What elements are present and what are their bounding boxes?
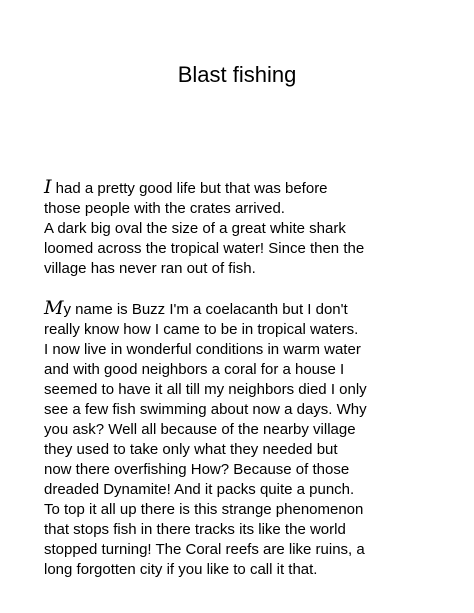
paragraph-line: you ask? Well all because of the nearby village bbox=[44, 421, 356, 438]
document-title: Blast fishing bbox=[177, 62, 297, 87]
paragraph-line: really know how I came to be in tropical waters. bbox=[44, 321, 359, 338]
paragraph-line: see a few fish swimming about now a days. Why bbox=[44, 401, 367, 418]
paragraph-line: and with good neighbors a coral for a house I bbox=[44, 361, 345, 378]
paragraph-intro bbox=[44, 177, 464, 279]
paragraph-story bbox=[44, 298, 464, 580]
paragraph-line: they used to take only what they needed but bbox=[44, 441, 338, 458]
paragraph-line bbox=[44, 177, 464, 199]
paragraph-line: I now live in wonderful conditions in warm water bbox=[44, 341, 361, 358]
paragraph-line: village has never ran out of fish. bbox=[44, 260, 256, 277]
initial-letter: M bbox=[44, 297, 64, 319]
paragraph-line: dreaded Dynamite! And it packs quite a punch. bbox=[44, 481, 355, 498]
paragraph-line: To top it all up there is this strange phenomenon bbox=[44, 501, 364, 518]
line-text: y name is Buzz I'm a coelacanth but I don't bbox=[63, 301, 348, 318]
paragraph-line bbox=[44, 298, 464, 320]
paragraph-line: long forgotten city if you like to call it that. bbox=[44, 561, 318, 578]
paragraph-line: A dark big oval the size of a great white shark bbox=[44, 220, 346, 237]
paragraph-line: that stops fish in there tracks its like the world bbox=[44, 521, 346, 538]
paragraph-line: stopped turning! The Coral reefs are like ruins, a bbox=[44, 541, 365, 558]
paragraph-line: loomed across the tropical water! Since then the bbox=[44, 240, 365, 257]
paragraph-line: seemed to have it all till my neighbors died I only bbox=[44, 381, 367, 398]
line-text: had a pretty good life but that was before bbox=[51, 180, 328, 197]
paragraph-line: those people with the crates arrived. bbox=[44, 200, 285, 217]
paragraph-line: now there overfishing How? Because of those bbox=[44, 461, 350, 478]
initial-letter: I bbox=[44, 176, 52, 198]
